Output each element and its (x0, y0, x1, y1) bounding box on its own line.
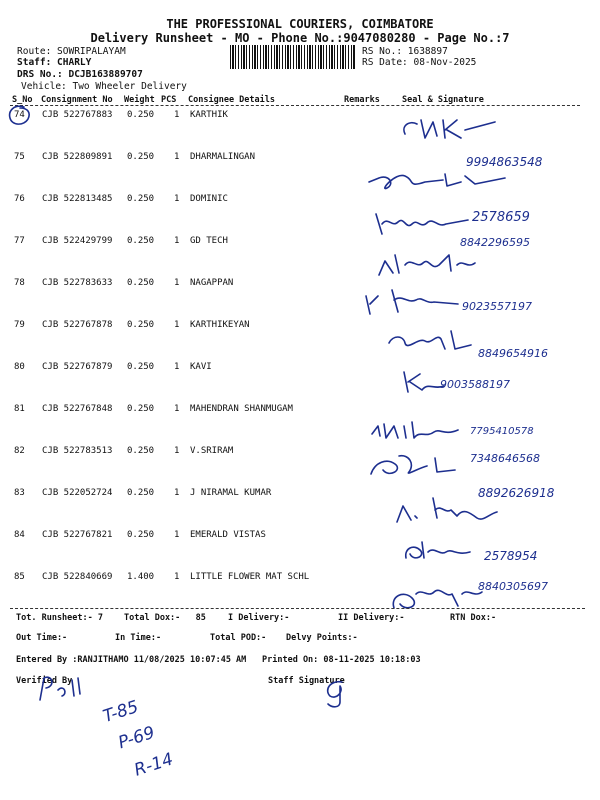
totals-divider (10, 608, 585, 609)
col-sno: S_No (12, 95, 33, 105)
row-sno: 82 (14, 446, 25, 456)
row-pcs: 1 (174, 278, 180, 288)
phone-handwritten: 9023557197 (462, 300, 532, 313)
total-dox: Total Dox:- 85 (124, 613, 206, 623)
i-delivery: I Delivery:- (228, 613, 290, 623)
phone-handwritten: 2578954 (484, 549, 538, 563)
staff-signature-label: Staff Signature (268, 676, 345, 686)
entered-by: Entered By :RANJITHAMO 11/08/2025 10:07:45 AM (16, 655, 247, 665)
row-sno: 78 (14, 278, 25, 288)
row-consignee: J NIRAMAL KUMAR (190, 488, 272, 498)
row-consignee: KAVI (190, 362, 212, 372)
row-consignment: CJB 522767879 (42, 362, 113, 372)
signature-mark (400, 536, 480, 564)
vehicle: Vehicle: Two Wheeler Delivery (21, 81, 187, 92)
row-weight: 1.400 (127, 572, 155, 582)
drs-number: DRS No.: DCJB163889707 (17, 69, 143, 80)
in-time: In Time:- (115, 633, 162, 643)
col-weight: Weight (124, 95, 155, 105)
col-seal-signature: Seal & Signature (402, 95, 484, 105)
row-consignment: CJB 522052724 (42, 488, 113, 498)
row-weight: 0.250 (127, 194, 155, 204)
phone-handwritten: 8849654916 (478, 347, 548, 360)
phone-handwritten: 9003588197 (440, 378, 510, 391)
barcode (230, 45, 356, 69)
row-pcs: 1 (174, 152, 180, 162)
row-sno: 80 (14, 362, 25, 372)
row-sno: 84 (14, 530, 25, 540)
row-sno: 83 (14, 488, 25, 498)
row-consignment: CJB 522767821 (42, 530, 113, 540)
signature-mark (385, 325, 485, 353)
row-weight: 0.250 (127, 446, 155, 456)
signature-mark (395, 112, 505, 148)
row-pcs: 1 (174, 110, 180, 120)
signature-mark (365, 164, 515, 194)
row-sno: 85 (14, 572, 25, 582)
row-consignment: CJB 522767878 (42, 320, 113, 330)
row-pcs: 1 (174, 362, 180, 372)
verified-by: Verified By (16, 676, 73, 686)
route: Route: SOWRIPALAYAM (17, 46, 126, 57)
row-pcs: 1 (174, 236, 180, 246)
row-consignee: DHARMALINGAN (190, 152, 256, 162)
row-weight: 0.250 (127, 362, 155, 372)
row-consignee: GD TECH (190, 236, 228, 246)
row-consignee: NAGAPPAN (190, 278, 234, 288)
signature-mark (393, 492, 503, 526)
row-pcs: 1 (174, 488, 180, 498)
phone-handwritten: 8842296595 (460, 236, 530, 249)
signature-mark (368, 416, 478, 444)
col-remarks: Remarks (344, 95, 380, 105)
row-consignee: DOMINIC (190, 194, 228, 204)
total-pod: Total POD:- (210, 633, 267, 643)
phone-handwritten: 7348646568 (470, 452, 540, 465)
phone-handwritten: 8840305697 (478, 580, 548, 593)
phone-handwritten: 2578659 (472, 210, 530, 225)
phone-handwritten: 8892626918 (478, 486, 555, 500)
row-weight: 0.250 (127, 404, 155, 414)
col-consignment: Consignment No (41, 95, 113, 105)
row-pcs: 1 (174, 404, 180, 414)
row-pcs: 1 (174, 530, 180, 540)
row-consignee: KARTHIKEYAN (190, 320, 250, 330)
rtn-dox: RTN Dox:- (450, 613, 497, 623)
row-weight: 0.250 (127, 152, 155, 162)
row-weight: 0.250 (127, 110, 155, 120)
row-weight: 0.250 (127, 320, 155, 330)
row-sno: 74 (14, 110, 25, 120)
rs-number: RS No.: 1638897 (362, 46, 448, 57)
company-title: THE PROFESSIONAL COURIERS, COIMBATORE (166, 17, 434, 31)
row-pcs: 1 (174, 572, 180, 582)
tally-note: P-69 (115, 722, 158, 754)
col-pcs: PCS (161, 95, 177, 105)
phone-handwritten: 9994863548 (466, 155, 543, 169)
row-consignee: V.SRIRAM (190, 446, 234, 456)
row-weight: 0.250 (127, 236, 155, 246)
rs-date: RS Date: 08-Nov-2025 (362, 57, 477, 68)
header-divider (10, 105, 580, 106)
printed-on: Printed On: 08-11-2025 10:18:03 (262, 655, 421, 665)
row-sno: 75 (14, 152, 25, 162)
phone-handwritten: 7795410578 (470, 426, 534, 437)
row-consignment: CJB 522813485 (42, 194, 113, 204)
row-consignee: LITTLE FLOWER MAT SCHL (190, 572, 310, 582)
staff: Staff: CHARLY (17, 57, 92, 68)
tally-note: T-85 (100, 696, 141, 728)
row-weight: 0.250 (127, 278, 155, 288)
row-consignee: KARTHIK (190, 110, 228, 120)
signature-mark (365, 448, 475, 480)
row-consignment: CJB 522429799 (42, 236, 113, 246)
row-consignment: CJB 522783633 (42, 278, 113, 288)
row-consignment: CJB 522809891 (42, 152, 113, 162)
tally-note: R-14 (131, 749, 176, 781)
row-consignment: CJB 522840669 (42, 572, 113, 582)
row-consignment: CJB 522767883 (42, 110, 113, 120)
signature-mark (375, 245, 495, 281)
row-weight: 0.250 (127, 530, 155, 540)
runsheet-subtitle: Delivery Runsheet - MO - Phone No.:9047080280 - Page No.:7 (90, 31, 510, 45)
total-runsheet: Tot. Runsheet:- 7 (16, 613, 103, 623)
row-sno: 81 (14, 404, 25, 414)
circled-number-mark (6, 104, 32, 128)
row-pcs: 1 (174, 320, 180, 330)
out-time: Out Time:- (16, 633, 68, 643)
row-consignment: CJB 522783513 (42, 446, 113, 456)
row-sno: 77 (14, 236, 25, 246)
verifier-signature (34, 670, 94, 704)
row-consignee: MAHENDRAN SHANMUGAM (190, 404, 293, 414)
row-sno: 79 (14, 320, 25, 330)
signature-mark (372, 208, 472, 238)
delvy-points: Delvy Points:- (286, 633, 358, 643)
ii-delivery: II Delivery:- (338, 613, 405, 623)
row-consignment: CJB 522767848 (42, 404, 113, 414)
row-consignee: EMERALD VISTAS (190, 530, 266, 540)
col-consignee: Consignee Details (188, 95, 275, 105)
row-weight: 0.250 (127, 488, 155, 498)
row-pcs: 1 (174, 194, 180, 204)
staff-signature (318, 676, 358, 710)
row-sno: 76 (14, 194, 25, 204)
row-pcs: 1 (174, 446, 180, 456)
